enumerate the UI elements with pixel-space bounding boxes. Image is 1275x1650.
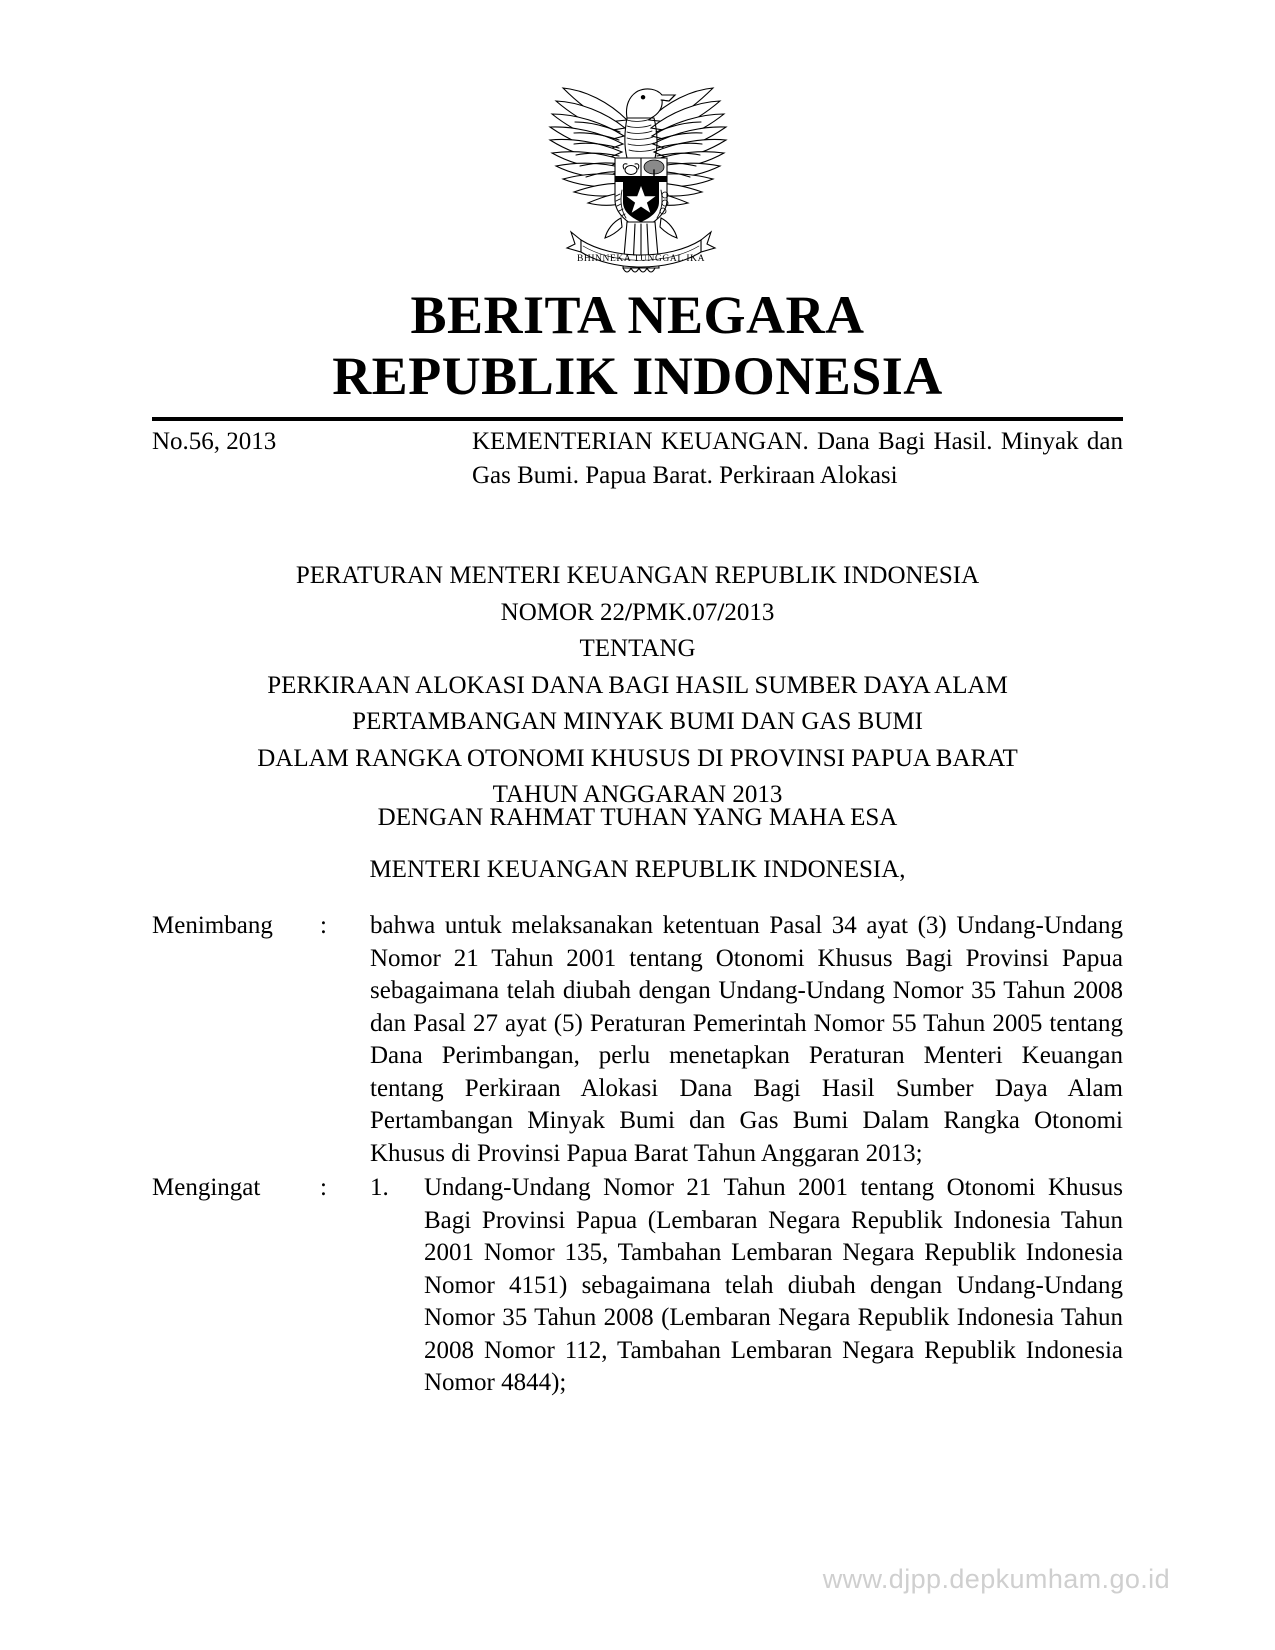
- title-line-tentang: TENTANG: [579, 635, 696, 662]
- header-divider-rule: [152, 417, 1123, 421]
- nomor-separator-1: /: [624, 598, 632, 626]
- invocation-block: [120, 805, 1155, 882]
- clause-colon-menimbang: :: [320, 912, 327, 939]
- invocation-blessing: DENGAN RAHMAT TUHAN YANG MAHA ESA: [377, 804, 898, 831]
- title-line-fiscal-year: TAHUN ANGGARAN 2013: [492, 781, 783, 808]
- title-line-subject-2: PERTAMBANGAN MINYAK BUMI DAN GAS BUMI: [352, 708, 923, 735]
- clause-body-mengingat: [370, 1172, 1123, 1400]
- clause-label-mengingat: Mengingat: [152, 1174, 261, 1201]
- menimbang-paragraph: bahwa untuk melaksanakan ketentuan Pasal 34 ayat (3) Undang-Undang Nomor 21 Tahun 2001 tentang Otonomi Khusus Bagi Provinsi Papua sebagaimana telah diubah dengan Undang-Undang Nomor 35 Tahun 2008 dan Pasal 27 ayat (5) Peraturan Pemerintah Nomor 55 Tahun 2005 tentang Dana Perimbangan, perlu menetapkan Peraturan Menteri Keuangan tentang Perkiraan Alokasi Dana Bagi Hasil Sumber Daya Alam Pertambangan Minyak Bumi dan Gas Bumi Dalam Rangka Otonomi Khusus di Provinsi Papua Barat Tahun Anggaran 2013;: [370, 912, 1123, 1167]
- clause-body-menimbang: [370, 910, 1123, 1170]
- title-line-number: [120, 595, 1155, 632]
- clause-colon-mengingat: :: [320, 1174, 327, 1201]
- title-line-subject-3: DALAM RANGKA OTONOMI KHUSUS DI PROVINSI PAPUA BARAT: [257, 744, 1018, 772]
- clauses-section: [152, 910, 1123, 1400]
- emblem-container: [0, 62, 1275, 277]
- title-line-subject-1: PERKIRAAN ALOKASI DANA BAGI HASIL SUMBER DAYA ALAM: [267, 671, 1008, 699]
- regulation-title-block: [120, 558, 1155, 814]
- masthead: [0, 285, 1275, 407]
- masthead-line-1: BERITA NEGARA: [410, 285, 865, 345]
- gazette-reference-row: [152, 425, 1123, 493]
- footer-watermark: www.djpp.depkumham.go.id: [822, 1564, 1170, 1594]
- list-item-text: Undang-Undang Nomor 21 Tahun 2001 tentang Otonomi Khusus Bagi Provinsi Papua (Lembaran Negara Republik Indonesia Tahun 2001 Nomor 135, Tambahan Lembaran Negara Republik Indonesia Nomor 4151) sebagaimana telah diubah dengan Undang-Undang Nomor 35 Tahun 2008 (Lembaran Negara Republik Indonesia Tahun 2008 Nomor 112, Tambahan Lembaran Negara Republik Indonesia Nomor 4844);: [424, 1174, 1123, 1396]
- list-item: [370, 1172, 1123, 1400]
- nomor-middle: PMK.07: [631, 598, 718, 626]
- invocation-authority: MENTERI KEUANGAN REPUBLIK INDONESIA,: [369, 856, 906, 883]
- garuda-pancasila-emblem: [523, 62, 753, 277]
- masthead-line-2: REPUBLIK INDONESIA: [332, 346, 943, 407]
- title-line-institution: PERATURAN MENTERI KEUANGAN REPUBLIK INDONESIA: [295, 562, 980, 589]
- emblem-motto: BHINNEKA TUNGGAL IKA: [576, 254, 705, 264]
- nomor-suffix: 2013: [724, 598, 775, 626]
- gazette-subject: KEMENTERIAN KEUANGAN. Dana Bagi Hasil. Minyak dan Gas Bumi. Papua Barat. Perkiraan Alokasi: [472, 428, 1123, 489]
- list-item-marker: 1.: [370, 1174, 389, 1201]
- gazette-number: No.56, 2013: [152, 428, 277, 455]
- clause-mengingat: [152, 1172, 1123, 1400]
- clause-menimbang: [152, 910, 1123, 1170]
- nomor-prefix: NOMOR 22: [500, 598, 625, 626]
- clause-label-menimbang: Menimbang: [152, 912, 273, 939]
- nomor-separator-2: /: [717, 598, 725, 626]
